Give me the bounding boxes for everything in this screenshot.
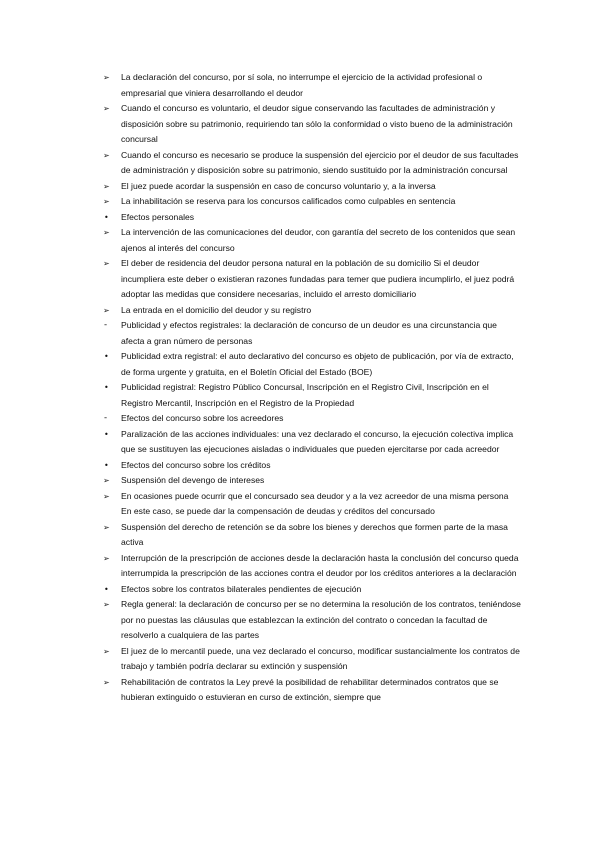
arrow-bullet-icon: ➢ <box>103 259 110 268</box>
list-item-text: La inhabilitación se reserva para los concursos calificados como culpables en sentencia <box>121 196 456 206</box>
list-item <box>103 427 521 458</box>
list-item <box>103 225 521 256</box>
list-item <box>103 318 521 349</box>
list-item <box>103 551 521 582</box>
list-item <box>103 473 521 489</box>
list-item <box>103 148 521 179</box>
arrow-bullet-icon: ➢ <box>103 228 110 237</box>
arrow-bullet-icon: ➢ <box>103 646 110 656</box>
arrow-bullet-icon: ➢ <box>103 181 110 191</box>
arrow-bullet-icon: ➢ <box>103 476 110 485</box>
list-item-text: Publicidad registral: Registro Público Concursal, Inscripción en el Registro Civil, Inscripción en el Registro Mercantil, Inscripción en el Registro de la Propiedad <box>121 382 489 408</box>
list-item <box>103 520 521 551</box>
list-item <box>103 458 521 474</box>
list-item <box>103 489 521 520</box>
list-item-text: Publicidad extra registral: el auto declarativo del concurso es objeto de publicación, por vía de extracto, de forma urgente y gratuita, en el Boletín Oficial del Estado (BOE) <box>121 351 514 377</box>
arrow-bullet-icon: ➢ <box>103 104 110 113</box>
list-item-text: Cuando el concurso es voluntario, el deudor sigue conservando las facultades de administración y disposición sobre su patrimonio, requiriendo tan sólo la conformidad o visto bueno de la administración concursal <box>121 103 513 144</box>
arrow-bullet-icon: ➢ <box>103 600 110 609</box>
list-item-text: Efectos personales <box>121 211 195 222</box>
list-item <box>103 597 521 644</box>
arrow-bullet-icon: ➢ <box>103 553 110 563</box>
list-item <box>103 70 521 101</box>
dot-bullet-icon: • <box>104 212 109 222</box>
dash-bullet-icon: - <box>104 320 108 330</box>
list-item <box>103 380 521 411</box>
dot-bullet-icon: • <box>104 584 109 594</box>
list-item <box>103 179 521 195</box>
list-item-text: Suspensión del devengo de intereses <box>121 475 265 485</box>
arrow-bullet-icon: ➢ <box>103 491 110 501</box>
list-item-text: La declaración del concurso, por sí sola, no interrumpe el ejercicio de la actividad profesional o empresarial que viniera desarrollando el deudor <box>121 72 483 98</box>
list-item-text: Regla general: la declaración de concurso per se no determina la resolución de los contratos, teniéndose por no puestas las cláusulas que establezcan la extinción del contrato o concedan la facultad de resolverlo a cualquiera de las partes <box>121 599 521 640</box>
list-item <box>103 675 521 706</box>
list-item-text: En ocasiones puede ocurrir que el concursado sea deudor y a la vez acreedor de una misma persona En este caso, se puede dar la compensación de deudas y créditos del concursado <box>121 490 509 516</box>
dot-bullet-icon: • <box>104 460 109 470</box>
arrow-bullet-icon: ➢ <box>103 677 110 687</box>
arrow-bullet-icon: ➢ <box>103 197 110 206</box>
list-item-text: Cuando el concurso es necesario se produce la suspensión del ejercicio por el deudor de sus facultades de administración y disposición sobre su patrimonio, siendo sustituido por la administración concursal <box>121 149 519 175</box>
list-item <box>103 411 521 427</box>
list-item-text: Efectos del concurso sobre los acreedores <box>121 413 284 423</box>
list-item <box>103 256 521 303</box>
bullet-list <box>103 70 521 706</box>
list-item <box>103 349 521 380</box>
list-item-text: Paralización de las acciones individuales: una vez declarado el concurso, la ejecución colectiva implica que se sustituyen las ejecuciones aisladas o individuales que pueden ejercitarse por cada acreedor <box>121 428 514 454</box>
list-item <box>103 303 521 319</box>
dot-bullet-icon: • <box>104 352 109 361</box>
arrow-bullet-icon: ➢ <box>103 73 110 82</box>
list-item <box>103 582 521 598</box>
list-item-text: La entrada en el domicilio del deudor y su registro <box>121 304 312 315</box>
arrow-bullet-icon: ➢ <box>103 150 110 160</box>
dot-bullet-icon: • <box>104 383 109 392</box>
dash-bullet-icon: - <box>104 413 108 423</box>
list-item <box>103 210 521 226</box>
list-item <box>103 644 521 675</box>
list-item-text: El juez de lo mercantil puede, una vez declarado el concurso, modificar sustancialmente los contratos de trabajo y también podría declarar su extinción y suspensión <box>121 645 520 671</box>
list-item-text: Suspensión del derecho de retención se da sobre los bienes y derechos que formen parte de la masa activa <box>121 521 508 547</box>
list-item-text: El deber de residencia del deudor persona natural en la población de su domicilio Si el deudor incumpliera este deber o existieran razones fundadas para temer que pudiera incumplirlo, el juez podrá adoptar las medidas que considere necesarias, incluido el arresto domiciliario <box>121 258 515 299</box>
list-item <box>103 194 521 210</box>
list-item <box>103 101 521 148</box>
arrow-bullet-icon: ➢ <box>103 522 110 532</box>
list-item-text: Interrupción de la prescripción de acciones desde la declaración hasta la conclusión del concurso queda interrumpida la prescripción de las acciones contra el deudor por los créditos anteriores a la declaración <box>121 552 519 578</box>
list-item-text: Efectos del concurso sobre los créditos <box>121 459 271 470</box>
list-item-text: La intervención de las comunicaciones del deudor, con garantía del secreto de los contenidos que sean ajenos al interés del concurso <box>121 227 516 253</box>
list-item-text: Efectos sobre los contratos bilaterales pendientes de ejecución <box>121 583 362 594</box>
list-item-text: El juez puede acordar la suspensión en caso de concurso voluntario y, a la inversa <box>121 180 436 191</box>
list-item-text: Publicidad y efectos registrales: la declaración de concurso de un deudor es una circunstancia que afecta a gran número de personas <box>121 320 497 346</box>
list-item-text: Rehabilitación de contratos la Ley prevé la posibilidad de rehabilitar determinados contratos que se hubieran extinguido o estuvieran en curso de extinción, siempre que <box>121 676 499 702</box>
dot-bullet-icon: • <box>104 429 109 439</box>
arrow-bullet-icon: ➢ <box>103 305 110 315</box>
